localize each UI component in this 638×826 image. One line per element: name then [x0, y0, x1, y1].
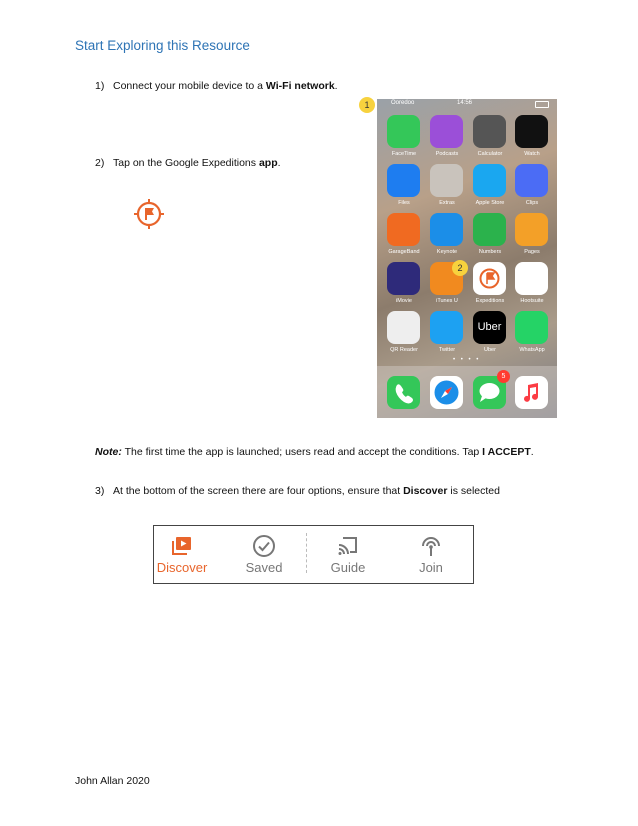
pages-app-icon[interactable]: [515, 213, 548, 246]
podcasts-app-icon[interactable]: [430, 115, 463, 148]
app-label: Expeditions: [475, 298, 505, 304]
music-app-icon[interactable]: [515, 376, 548, 409]
footer-author: John Allan 2020: [75, 775, 150, 787]
extras-app-icon[interactable]: [430, 164, 463, 197]
app-label: FaceTime: [391, 151, 417, 157]
app-label: GarageBand: [388, 249, 420, 255]
twitter-app-icon[interactable]: [430, 311, 463, 344]
app-label: Extras: [439, 200, 455, 206]
check-circle-icon: [252, 534, 276, 558]
tab-divider: [306, 533, 307, 573]
app-label: Pages: [524, 249, 540, 255]
page-heading: Start Exploring this Resource: [75, 38, 250, 53]
tab-join[interactable]: [391, 526, 471, 583]
step-1: [95, 80, 338, 92]
app-label: Podcasts: [435, 151, 459, 157]
callout-2: 2: [452, 260, 468, 276]
tab-label: Join: [419, 560, 443, 575]
files-app-icon[interactable]: [387, 164, 420, 197]
note-bold: I ACCEPT: [482, 446, 531, 458]
tab-discover[interactable]: [142, 526, 222, 583]
watch-app-icon[interactable]: [515, 115, 548, 148]
app-label: Calculator: [477, 151, 503, 157]
app-label: Apple Store: [475, 200, 505, 206]
app-label: Uber: [484, 347, 496, 353]
app-label: WhatsApp: [519, 347, 545, 353]
apple-store-app-icon[interactable]: [473, 164, 506, 197]
note: [95, 446, 534, 458]
phone-app-icon[interactable]: [387, 376, 420, 409]
garageband-app-icon[interactable]: [387, 213, 420, 246]
app-label: Files: [398, 200, 410, 206]
page-dots: • • • •: [453, 357, 481, 363]
step-bold: app: [258, 157, 278, 169]
battery-icon: [535, 101, 549, 108]
phone-home-screen: [377, 99, 557, 418]
step-text-end: .: [334, 80, 338, 92]
facetime-app-icon[interactable]: [387, 115, 420, 148]
calculator-app-icon[interactable]: [473, 115, 506, 148]
step-number: 1): [95, 80, 105, 92]
tab-saved[interactable]: [224, 526, 304, 583]
app-label: Watch: [524, 151, 540, 157]
messages-badge: 5: [497, 370, 510, 383]
cast-icon: [336, 534, 360, 558]
imovie-app-icon[interactable]: [387, 262, 420, 295]
clips-app-icon[interactable]: [515, 164, 548, 197]
app-label: iTunes U: [436, 298, 458, 304]
keynote-app-icon[interactable]: [430, 213, 463, 246]
note-label: Note:: [95, 446, 122, 458]
status-bar: [377, 99, 557, 109]
step-text: Connect your mobile device to a: [113, 80, 266, 92]
qr-reader-app-icon[interactable]: [387, 311, 420, 344]
step-text-end: .: [277, 157, 281, 169]
tab-label: Saved: [245, 560, 283, 575]
app-label: Numbers: [478, 249, 502, 255]
app-label: iMovie: [396, 298, 412, 304]
uber-app-icon[interactable]: [473, 311, 506, 344]
discover-icon: [170, 534, 194, 558]
whatsapp-app-icon[interactable]: [515, 311, 548, 344]
note-text-end: .: [530, 446, 534, 458]
numbers-app-icon[interactable]: [473, 213, 506, 246]
note-text: The first time the app is launched; users read and accept the conditions. Tap: [121, 446, 483, 458]
carrier-label: Ooredoo: [391, 100, 415, 106]
bottom-tab-bar: [153, 525, 474, 584]
tab-guide[interactable]: [308, 526, 388, 583]
app-label: Clips: [525, 200, 539, 206]
step-bold: Wi-Fi network: [265, 80, 335, 92]
hootsuite-app-icon[interactable]: [515, 262, 548, 295]
step-text: At the bottom of the screen there are four options, ensure that: [113, 485, 404, 497]
callout-1: 1: [359, 97, 375, 113]
step-number: 2): [95, 157, 105, 169]
step-text: Tap on the Google Expeditions: [113, 157, 259, 169]
app-label: Hootsuite: [520, 298, 544, 304]
expeditions-app-icon[interactable]: [133, 198, 165, 230]
tab-label: Discover: [156, 560, 208, 575]
step-2: [95, 157, 281, 169]
step-bold: Discover: [403, 485, 448, 497]
app-label: QR Reader: [390, 347, 418, 353]
uber-wordmark: Uber: [477, 321, 502, 333]
app-label: Twitter: [438, 347, 456, 353]
tab-label: Guide: [330, 560, 366, 575]
step-text-end: is selected: [447, 485, 500, 497]
step-3: [95, 485, 500, 497]
expeditions-app-icon[interactable]: [473, 262, 506, 295]
clock-label: 14:56: [457, 100, 473, 106]
app-label: Keynote: [436, 249, 458, 255]
step-number: 3): [95, 485, 105, 497]
safari-app-icon[interactable]: [430, 376, 463, 409]
broadcast-icon: [419, 534, 443, 558]
